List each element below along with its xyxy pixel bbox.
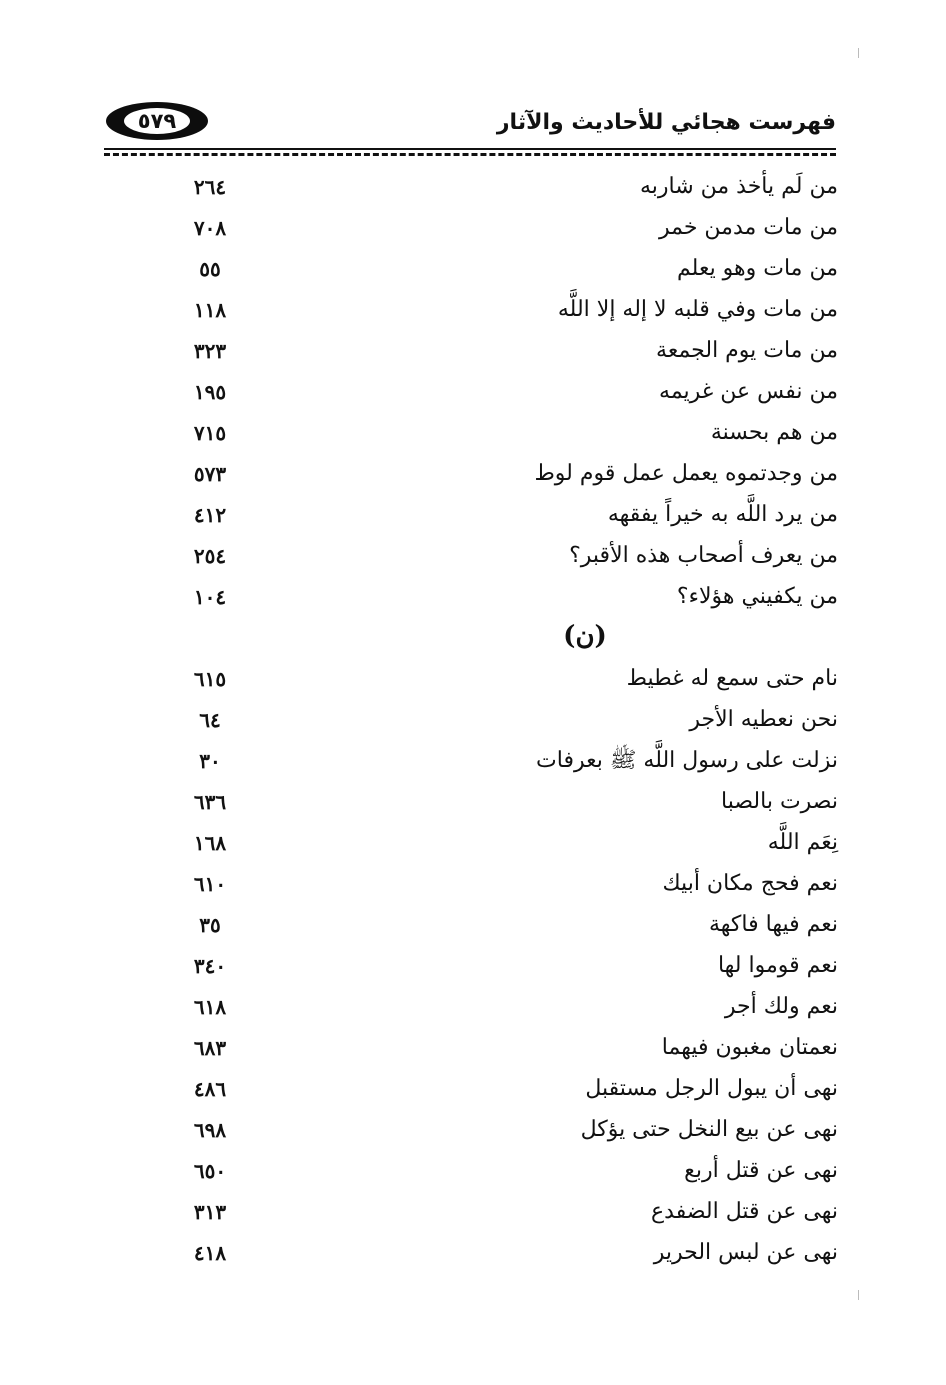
index-row [0, 906, 946, 947]
entry-page-number: ٥٧٣ [193, 462, 227, 486]
entry-page-number: ٢٥٤ [193, 544, 227, 568]
scan-mark-top [858, 48, 859, 58]
entry-page-number: ٣٥ [199, 913, 221, 937]
entry-text: نهى عن لبس الحرير [653, 1240, 838, 1265]
entry-page-number: ٣٠ [199, 749, 221, 773]
entry-text: من وجدتموه يعمل عمل قوم لوط [534, 461, 838, 486]
entry-page-number: ٤١٨ [193, 1241, 227, 1265]
scan-mark-bottom [858, 1290, 859, 1300]
entry-text: نحن نعطيه الأجر [689, 707, 838, 732]
index-row [0, 701, 946, 742]
entry-text: نعم قوموا لها [717, 953, 838, 978]
entry-text: من يعرف أصحاب هذه الأقبر؟ [569, 543, 838, 568]
entry-page-number: ٣١٣ [193, 1200, 227, 1224]
entry-text: من مات وفي قلبه لا إله إلا اللَّه [557, 297, 838, 322]
entry-page-number: ١١٨ [193, 298, 227, 322]
entry-text: نعمتان مغبون فيهما [661, 1035, 838, 1060]
entry-page-number: ٤٨٦ [193, 1077, 227, 1101]
index-row [0, 1193, 946, 1234]
entry-text: من يكفيني هؤلاء؟ [676, 584, 838, 609]
index-row [0, 250, 946, 291]
index-row [0, 578, 946, 619]
index-row [0, 1152, 946, 1193]
page-header [100, 98, 842, 160]
index-row [0, 414, 946, 455]
index-list [0, 168, 946, 1275]
entry-page-number: ١٠٤ [193, 585, 227, 609]
entry-text: من لَم يأخذ من شاربه [639, 174, 838, 199]
entry-page-number: ٥٥ [199, 257, 221, 281]
entry-text: من مات وهو يعلم [677, 256, 838, 281]
index-row [0, 332, 946, 373]
index-row [0, 209, 946, 250]
index-row [0, 1234, 946, 1275]
entry-text: من نفس عن غريمه [659, 379, 838, 404]
entry-page-number: ١٩٥ [193, 380, 227, 404]
entry-text: من هم بحسنة [710, 420, 838, 445]
index-row [0, 455, 946, 496]
entry-text: من يرد اللَّه به خيراً يفقهه [607, 502, 838, 527]
index-row [0, 742, 946, 783]
index-row [0, 537, 946, 578]
entry-text: نهى عن قتل الضفدع [651, 1199, 838, 1224]
entry-text: نعم فحج مكان أبيك [662, 871, 838, 896]
index-row [0, 783, 946, 824]
entry-page-number: ٦٣٦ [193, 790, 227, 814]
entry-page-number: ٦١٥ [193, 667, 227, 691]
page-number: ٥٧٩ [124, 108, 190, 134]
page-title: فهرست هجائي للأحاديث والآثار [496, 110, 836, 135]
entry-page-number: ١٦٨ [193, 831, 227, 855]
entry-page-number: ٣٤٠ [193, 954, 227, 978]
index-row [0, 373, 946, 414]
entry-page-number: ٤١٢ [193, 503, 227, 527]
entry-text: نهى عن بيع النخل حتى يؤكل [580, 1117, 838, 1142]
entry-page-number: ٦١٠ [193, 872, 227, 896]
entry-page-number: ٦٥٠ [193, 1159, 227, 1183]
entry-text: من مات يوم الجمعة [656, 338, 838, 363]
index-row [0, 1111, 946, 1152]
entry-text: نهى عن قتل أربع [684, 1158, 838, 1183]
entry-text: نِعَم اللَّه [767, 830, 838, 855]
entry-text: نعم فيها فاكهة [709, 912, 838, 937]
section-letter: (ن) [563, 621, 607, 651]
index-row [0, 947, 946, 988]
entry-text: نام حتى سمع له غطيط [626, 666, 838, 691]
section-heading [0, 619, 946, 660]
page-number-badge [106, 102, 208, 140]
entry-page-number: ٢٦٤ [193, 175, 227, 199]
entry-text: نزلت على رسول اللَّه ﷺ بعرفات [536, 748, 838, 773]
index-row [0, 291, 946, 332]
header-divider [104, 148, 836, 158]
entry-page-number: ٦٤ [199, 708, 221, 732]
index-row [0, 1029, 946, 1070]
index-row [0, 660, 946, 701]
entry-page-number: ٧٠٨ [193, 216, 227, 240]
index-row [0, 988, 946, 1029]
index-row [0, 824, 946, 865]
entry-page-number: ٧١٥ [193, 421, 227, 445]
entry-page-number: ٦٨٣ [193, 1036, 227, 1060]
entry-text: نعم ولك أجر [724, 994, 838, 1019]
entry-text: من مات مدمن خمر [658, 215, 838, 240]
index-row [0, 1070, 946, 1111]
index-row [0, 496, 946, 537]
index-row [0, 168, 946, 209]
entry-page-number: ٣٢٣ [193, 339, 227, 363]
index-row [0, 865, 946, 906]
entry-page-number: ٦١٨ [193, 995, 227, 1019]
entry-text: نهى أن يبول الرجل مستقبل [585, 1076, 838, 1101]
entry-page-number: ٦٩٨ [193, 1118, 227, 1142]
entry-text: نصرت بالصبا [721, 789, 838, 814]
